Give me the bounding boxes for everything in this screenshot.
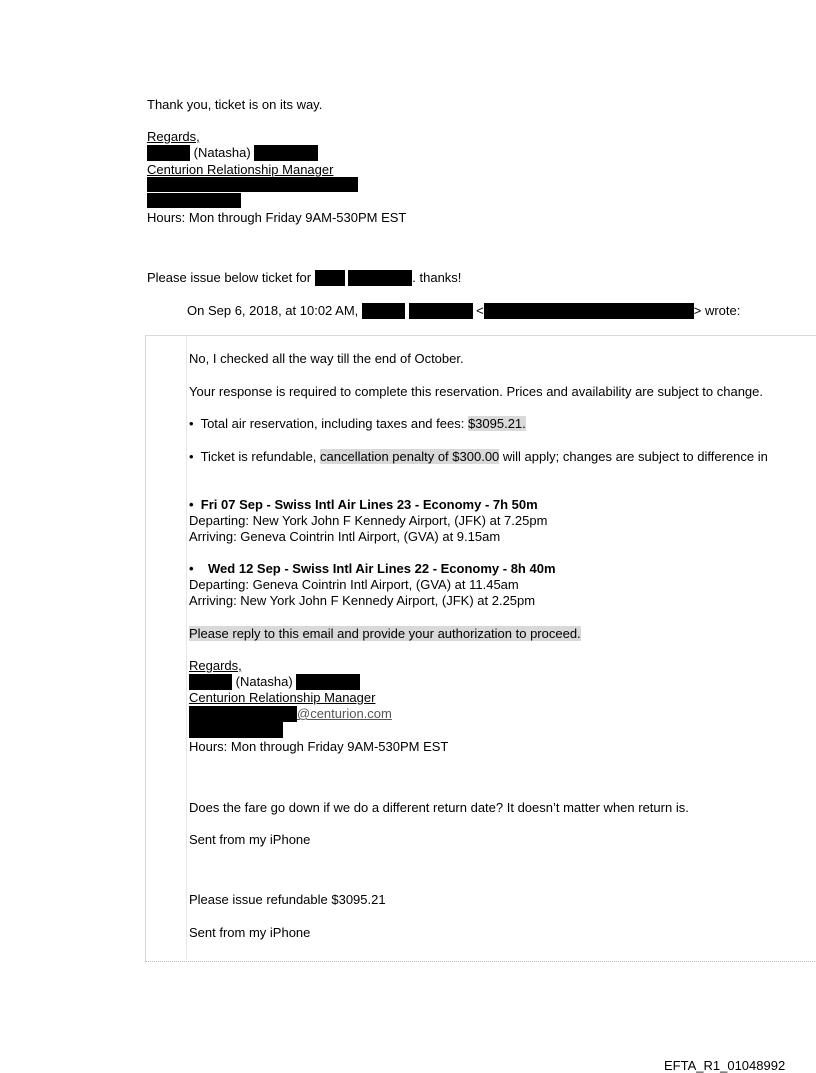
flight1-title: Fri 07 Sep - Swiss Intl Air Lines 23 - Economy - 7h 50m bbox=[200, 497, 538, 512]
refund-suffix: will apply; changes are subject to difference in bbox=[499, 449, 768, 464]
bullet: • bbox=[189, 497, 194, 512]
signature-title: Centurion Relationship Manager bbox=[147, 162, 334, 177]
redaction bbox=[189, 706, 297, 722]
redaction bbox=[147, 193, 241, 208]
flight2-title: Wed 12 Sep - Swiss Intl Air Lines 22 - Economy - 8h 40m bbox=[208, 561, 556, 576]
quoted-hours: Hours: Mon through Friday 9AM-530PM EST bbox=[189, 739, 449, 754]
reply-line: Thank you, ticket is on its way. bbox=[147, 97, 323, 112]
bullet: • bbox=[189, 416, 194, 431]
flight1-depart: Departing: New York John F Kennedy Airport, (JFK) at 7.25pm bbox=[189, 513, 548, 528]
redaction bbox=[484, 303, 694, 319]
document-id: EFTA_R1_01048992 bbox=[664, 1058, 786, 1073]
quote-header bbox=[187, 303, 740, 319]
quote-divider bbox=[186, 336, 187, 960]
checked-line: No, I checked all the way till the end of October. bbox=[189, 351, 464, 366]
quote-date: On Sep 6, 2018, at 10:02 AM, bbox=[187, 303, 359, 318]
quoted-signature-name bbox=[189, 674, 360, 690]
flight2-header bbox=[189, 561, 556, 576]
flight1-arrive: Arriving: Geneva Cointrin Intl Airport, (GVA) at 9.15am bbox=[189, 529, 501, 544]
redaction bbox=[348, 270, 412, 286]
issue-request: Please issue refundable $3095.21 bbox=[189, 892, 386, 907]
flight2-depart: Departing: Geneva Cointrin Intl Airport, (GVA) at 11.45am bbox=[189, 577, 519, 592]
quoted-regards: Regards, bbox=[189, 658, 242, 673]
refund-penalty: cancellation penalty of $300.00 bbox=[320, 449, 500, 464]
total-value: $3095.21. bbox=[467, 416, 526, 431]
bullet: • bbox=[189, 449, 194, 464]
wrote-label: > wrote: bbox=[693, 303, 741, 318]
authorize-text: Please reply to this email and provide your authorization to proceed. bbox=[189, 626, 581, 641]
redaction bbox=[315, 270, 345, 286]
redaction bbox=[296, 674, 360, 690]
sent-from-iphone: Sent from my iPhone bbox=[189, 925, 311, 940]
sent-from-iphone: Sent from my iPhone bbox=[189, 832, 311, 847]
redaction bbox=[189, 722, 283, 738]
total-label: Total air reservation, including taxes and fees: bbox=[200, 416, 468, 431]
redaction bbox=[254, 145, 318, 161]
authorize-line bbox=[189, 626, 581, 641]
quoted-email bbox=[189, 706, 392, 722]
request-line bbox=[147, 270, 461, 286]
quoted-nickname: (Natasha) bbox=[235, 674, 293, 689]
redaction bbox=[147, 177, 358, 192]
bullet: • bbox=[189, 561, 194, 576]
email-link[interactable]: @centurion.com bbox=[297, 706, 392, 721]
regards-label: Regards, bbox=[147, 129, 200, 144]
flight1-header bbox=[189, 497, 538, 512]
redaction bbox=[147, 145, 190, 161]
hours-line: Hours: Mon through Friday 9AM-530PM EST bbox=[147, 210, 407, 225]
signature-nickname: (Natasha) bbox=[193, 145, 251, 160]
fare-question: Does the fare go down if we do a different return date? It doesn’t matter when return is. bbox=[189, 800, 689, 815]
email-open-bracket: < bbox=[476, 303, 484, 318]
signature-name bbox=[147, 145, 318, 161]
redaction bbox=[189, 674, 232, 690]
required-line: Your response is required to complete this reservation. Prices and availability are subject to change. bbox=[189, 384, 763, 399]
redaction bbox=[409, 303, 473, 319]
request-prefix: Please issue below ticket for bbox=[147, 270, 312, 285]
request-suffix: . thanks! bbox=[412, 270, 462, 285]
total-line bbox=[189, 416, 526, 431]
refund-line bbox=[189, 449, 768, 464]
refund-label: Ticket is refundable, bbox=[200, 449, 321, 464]
flight2-arrive: Arriving: New York John F Kennedy Airport, (JFK) at 2.25pm bbox=[189, 593, 536, 608]
redaction bbox=[362, 303, 405, 319]
quoted-title: Centurion Relationship Manager bbox=[189, 690, 376, 705]
